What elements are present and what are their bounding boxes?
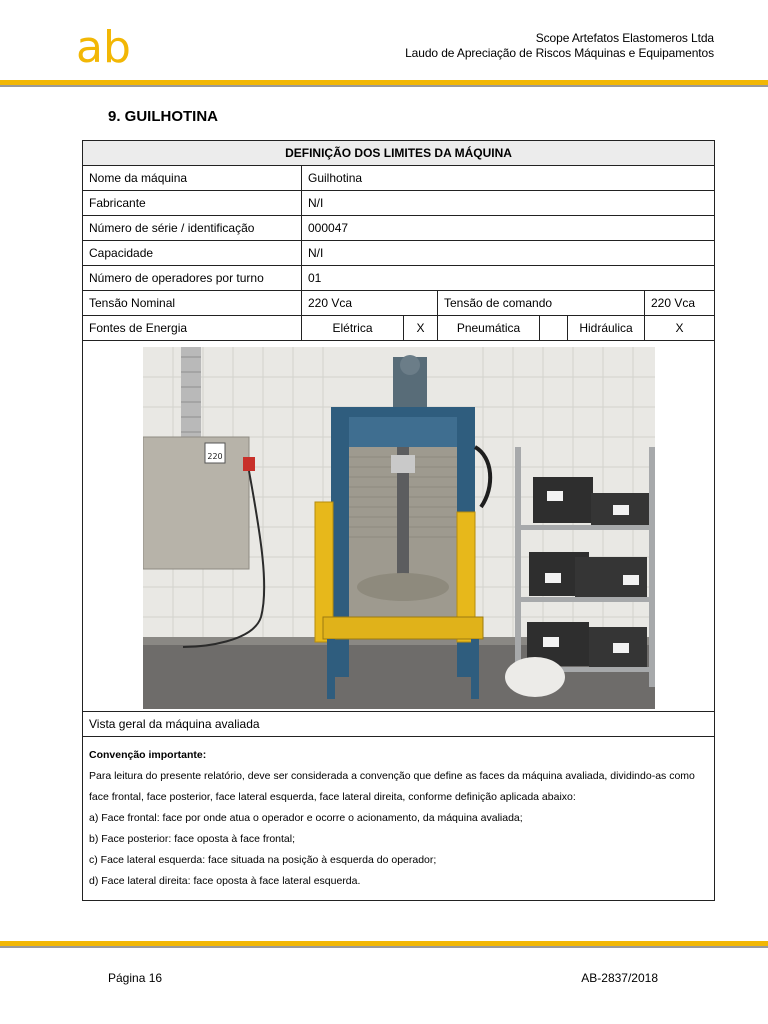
- electric-label: Elétrica: [302, 316, 404, 341]
- voltage-sign: 220: [206, 452, 223, 461]
- notes-item: c) Face lateral esquerda: face situada na posição à esquerda do operador;: [89, 854, 437, 866]
- machine-limits-table: [82, 140, 715, 901]
- document-code: AB-2837/2018: [581, 971, 658, 985]
- row-value: 01: [302, 266, 715, 291]
- nominal-voltage-label: Tensão Nominal: [83, 291, 302, 316]
- pneumatic-mark: [540, 316, 568, 341]
- row-label: Fabricante: [83, 191, 302, 216]
- photo-cell: [83, 341, 715, 712]
- table-heading: DEFINIÇÃO DOS LIMITES DA MÁQUINA: [83, 141, 715, 166]
- row-value: N/I: [302, 191, 715, 216]
- table-row: [83, 266, 715, 291]
- page-header: [405, 31, 714, 61]
- notes-item: b) Face posterior: face oposta à face frontal;: [89, 833, 296, 845]
- row-label: Capacidade: [83, 241, 302, 266]
- page-number: Página 16: [108, 971, 163, 985]
- table-row: [83, 191, 715, 216]
- hydraulic-label: Hidráulica: [568, 316, 645, 341]
- table-row: [83, 241, 715, 266]
- row-label: Número de série / identificação: [83, 216, 302, 241]
- machine-photo: [143, 347, 655, 709]
- pneumatic-label: Pneumática: [438, 316, 540, 341]
- footer-rule: [0, 941, 768, 948]
- energy-label: Fontes de Energia: [83, 316, 302, 341]
- photo-caption: Vista geral da máquina avaliada: [83, 712, 715, 737]
- notes-item: a) Face frontal: face por onde atua o operador e ocorre o acionamento, da máquina avaliada;: [89, 812, 523, 824]
- notes-intro: Para leitura do presente relatório, deve ser considerada a convenção que define as faces da máquina avaliada, dividindo-as como face frontal, face posterior, face lateral esquerda, face lateral direita, conforme definição aplicada abaixo:: [89, 770, 695, 803]
- electric-mark: X: [404, 316, 438, 341]
- table-row: [83, 166, 715, 191]
- row-value: N/I: [302, 241, 715, 266]
- notes-item: d) Face lateral direita: face oposta à face lateral esquerda.: [89, 875, 361, 887]
- header-rule: [0, 80, 768, 87]
- company-name: Scope Artefatos Elastomeros Ltda: [535, 31, 714, 45]
- command-voltage-value: 220 Vca: [645, 291, 715, 316]
- nominal-voltage-value: 220 Vca: [302, 291, 438, 316]
- photo-row: [83, 341, 715, 712]
- row-label: Nome da máquina: [83, 166, 302, 191]
- logo-text: ab: [76, 24, 131, 66]
- hydraulic-mark: X: [645, 316, 715, 341]
- row-value: Guilhotina: [302, 166, 715, 191]
- energy-row: [83, 316, 715, 341]
- row-value: 000047: [302, 216, 715, 241]
- voltage-row: [83, 291, 715, 316]
- notes-cell: [83, 737, 715, 901]
- table-row: [83, 216, 715, 241]
- notes-title: Convenção importante:: [89, 749, 207, 761]
- command-voltage-label: Tensão de comando: [438, 291, 645, 316]
- section-title: 9. GUILHOTINA: [108, 108, 219, 125]
- report-title: Laudo de Apreciação de Riscos Máquinas e Equipamentos: [405, 46, 714, 60]
- company-logo: [76, 24, 140, 66]
- row-label: Número de operadores por turno: [83, 266, 302, 291]
